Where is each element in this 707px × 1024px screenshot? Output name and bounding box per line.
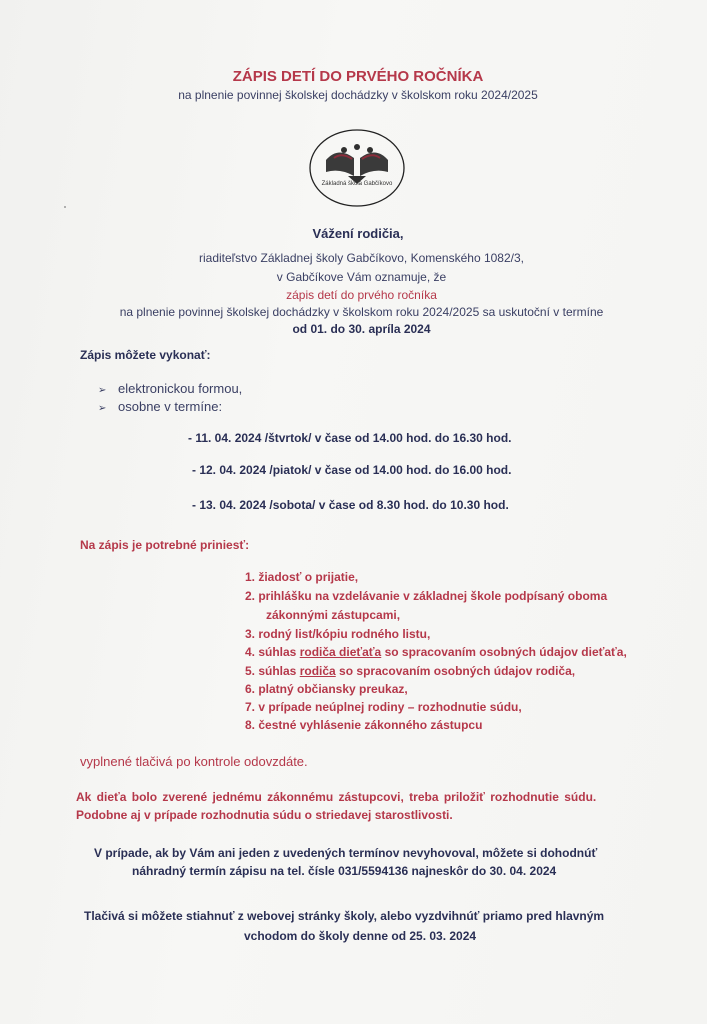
term-line: - 11. 04. 2024 /štvrtok/ v čase od 14.00 hod. do 16.30 hod.: [188, 431, 512, 445]
list-item-text: 4. súhlas: [245, 645, 300, 659]
alternative-term-line-1: V prípade, ak by Vám ani jeden z uvedených termínov nevyhovoval, môžete si dohodnúť: [94, 846, 598, 860]
list-item: 7. v prípade neúplnej rodiny – rozhodnutie súdu,: [245, 700, 522, 714]
bring-heading: Na zápis je potrebné priniesť:: [80, 538, 250, 552]
logo-caption: Základná škola Gabčíkovo: [321, 181, 393, 187]
school-logo: [308, 128, 406, 208]
arrow-bullet-icon: ➢: [98, 403, 107, 414]
speck: [64, 206, 66, 208]
term-line: - 12. 04. 2024 /piatok/ v čase od 14.00 hod. do 16.00 hod.: [192, 463, 512, 477]
intro-line-4: na plnenie povinnej školskej dochádzky v školskom roku 2024/2025 sa uskutoční v termíne: [119, 305, 604, 319]
list-item-text: so spracovaním osobných údajov rodiča,: [335, 664, 576, 678]
download-note-line-2: vchodom do školy denne od 25. 03. 2024: [244, 929, 477, 943]
page-title: ZÁPIS DETÍ DO PRVÉHO ROČNÍKA: [232, 68, 484, 85]
term-line: - 13. 04. 2024 /sobota/ v čase od 8.30 hod. do 10.30 hod.: [192, 498, 509, 512]
custody-note-line-2: Podobne aj v prípade rozhodnutia súdu o striedavej starostlivosti.: [76, 808, 453, 822]
underlined-text: rodiča: [299, 664, 336, 678]
underlined-text: rodiča dieťaťa: [299, 645, 382, 659]
intro-line-1: riaditeľstvo Základnej školy Gabčíkovo, Komenského 1082/3,: [198, 251, 524, 265]
intro-line-3: zápis detí do prvého ročníka: [286, 288, 437, 302]
list-item: [245, 664, 575, 678]
list-item: 2. prihlášku na vzdelávanie v základnej škole podpísaný oboma: [245, 589, 608, 603]
list-item-text: so spracovaním osobných údajov dieťaťa,: [381, 645, 627, 659]
filled-forms-note: vyplnené tlačivá po kontrole odovzdáte.: [80, 754, 308, 769]
list-item: 3. rodný list/kópiu rodného listu,: [245, 627, 431, 641]
list-item: [245, 645, 627, 659]
arrow-bullet-icon: ➢: [98, 385, 107, 396]
greeting: Vážení rodičia,: [312, 226, 404, 241]
list-item-text: 5. súhlas: [245, 664, 300, 678]
option-item: [98, 381, 242, 396]
list-item: 8. čestné vyhlásenie zákonného zástupcu: [245, 718, 483, 732]
list-item: 6. platný občiansky preukaz,: [245, 682, 408, 696]
list-item-continuation: zákonnými zástupcami,: [266, 608, 401, 622]
option-text: elektronickou formou,: [118, 381, 243, 396]
how-heading: Zápis môžete vykonať:: [80, 348, 211, 362]
page-subtitle: na plnenie povinnej školskej dochádzky v školskom roku 2024/2025: [178, 88, 538, 102]
alternative-term-line-2: náhradný termín zápisu na tel. čísle 031/5594136 najneskôr do 30. 04. 2024: [132, 864, 557, 878]
custody-note-line-1: Ak dieťa bolo zverené jednému zákonnému zástupcovi, treba priložiť rozhodnutie súdu.: [76, 790, 597, 804]
option-item: [98, 399, 222, 414]
download-note-line-1: Tlačivá si môžete stiahnuť z webovej stránky školy, alebo vyzdvihnúť priamo pred hlavným: [84, 909, 605, 923]
intro-date-range: od 01. do 30. apríla 2024: [292, 322, 431, 336]
list-item: 1. žiadosť o prijatie,: [245, 570, 359, 584]
option-text: osobne v termíne:: [118, 399, 223, 414]
intro-line-2: v Gabčíkove Vám oznamuje, že: [276, 270, 447, 284]
